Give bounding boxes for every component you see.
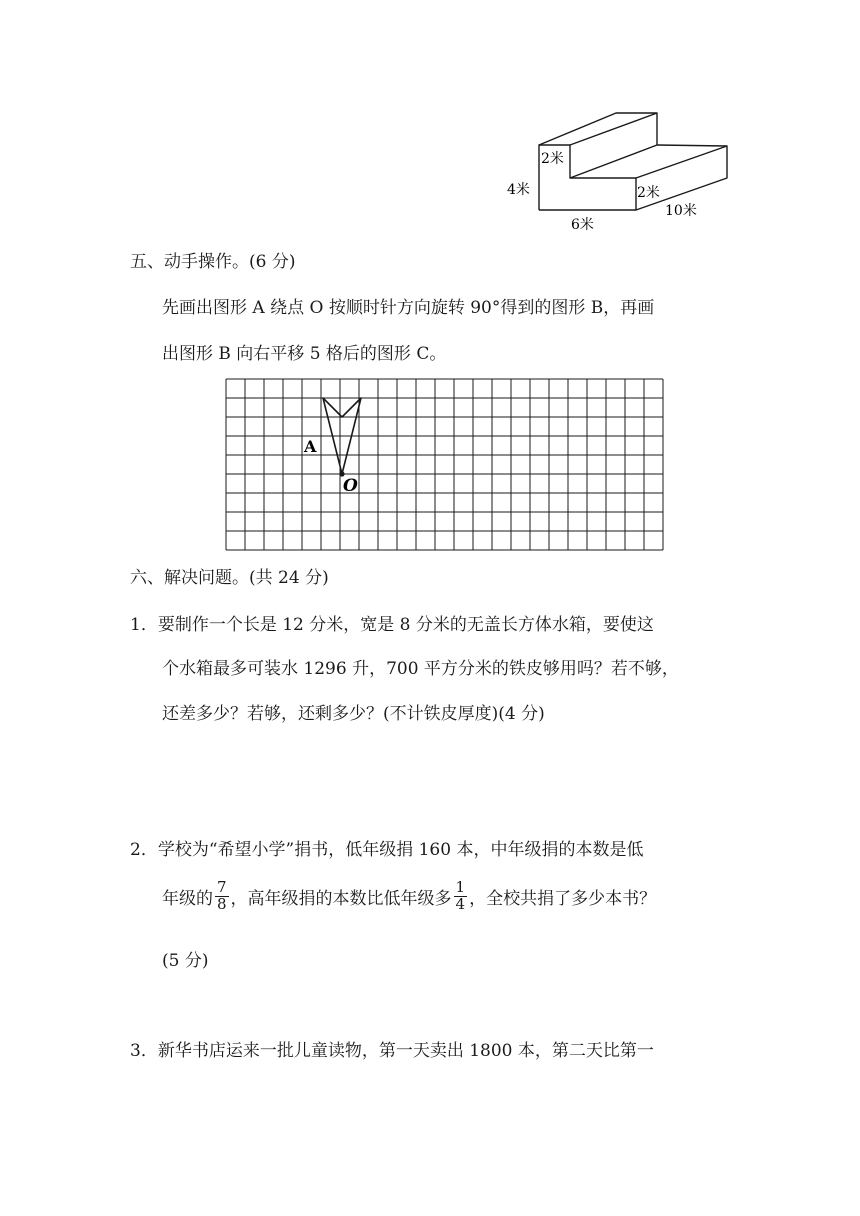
label-top-step-height: 2米 [541, 151, 564, 167]
label-O: O [343, 476, 358, 496]
section5-heading: 五、动手操作。(6 分) [130, 252, 296, 272]
q2-line2-part-c: ，全校共捐了多少本书？ [469, 888, 657, 909]
label-width: 6米 [571, 217, 594, 233]
q2-line2 [162, 878, 657, 916]
tall-top-face [539, 113, 657, 145]
section5-text-line1: 先画出图形 A 绕点 O 按顺时针方向旋转 90°得到的图形 B，再画 [162, 298, 655, 318]
section5-text-line2: 出图形 B 向右平移 5 格后的图形 C。 [162, 344, 447, 364]
q1-line1: 1．要制作一个长是 12 分米，宽是 8 分米的无盖长方体水箱，要使这 [130, 615, 654, 635]
step-prism-figure [495, 105, 740, 235]
section6-heading: 六、解决问题。(共 24 分) [130, 568, 329, 588]
label-total-height: 4米 [507, 182, 530, 198]
q2-line1: 2．学校为“希望小学”捐书，低年级捐 160 本，中年级捐的本数是低 [130, 840, 644, 860]
q2-line2-part-b: ，高年级捐的本数比低年级多 [230, 888, 452, 909]
fraction-one-quarter: $\frac{1}{4}$ [455, 878, 466, 913]
label-A: A [304, 437, 317, 456]
label-depth: 10米 [665, 203, 697, 219]
q2-line2-part-a: 年级的 [162, 888, 213, 909]
q2-line3: (5 分) [162, 951, 209, 971]
label-bottom-step-height: 2米 [637, 185, 660, 201]
q1-line2: 个水箱最多可装水 1296 升，700 平方分米的铁皮够用吗？若不够， [162, 659, 679, 679]
q1-line3: 还差多少？若够，还剩多少？(不计铁皮厚度)(4 分) [162, 704, 545, 724]
square-grid [220, 372, 675, 557]
q3-line1: 3．新华书店运来一批儿童读物，第一天卖出 1800 本，第二天比第一 [130, 1041, 654, 1061]
fraction-seven-eighths: $\frac{7}{8}$ [217, 878, 227, 913]
